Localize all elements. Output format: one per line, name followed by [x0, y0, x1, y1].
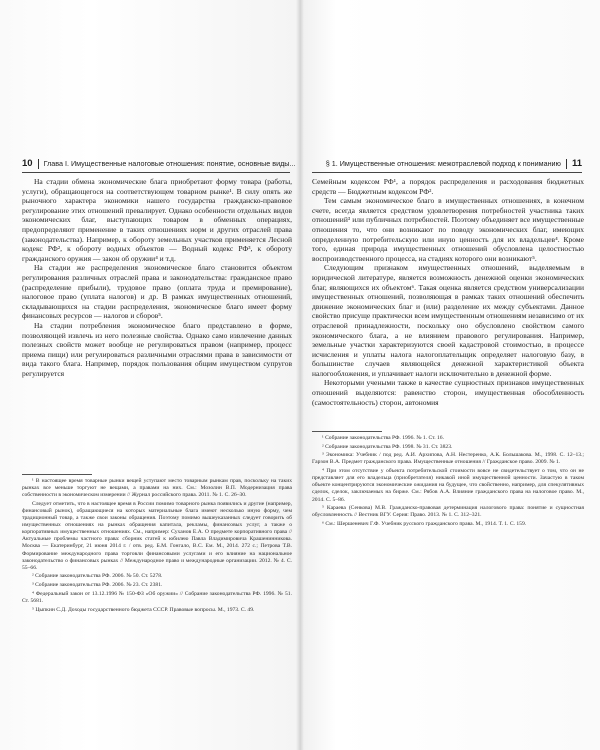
footnote: ² Собрание законодательства РФ. 1998. № 31. Ст. 3823. [322, 443, 453, 450]
footnote: ² Собрание законодательства РФ. 2006. № 50. Ст. 5278. [32, 573, 163, 580]
right-running-header [312, 157, 582, 173]
header-separator [566, 159, 567, 169]
footnote: ¹ В настоящее время товарные рынки вещей уступают место товарным рынкам прав, поскольку на таких рынках все меньше торгуют не вещами, а правами на них. См.: Мозолин В.П. Модернизация права собственности в экономическом измерении // Журнал российского права. 2011. № 1. С. 26–30. [22, 478, 292, 499]
footnote: ⁴ Федеральный закон от 13.12.1996 № 150-ФЗ «Об оружии» // Собрание законодательства РФ. 1996. № 51. Ст. 5681. [22, 590, 292, 604]
body-paragraph: На стадии же распределения экономическое благо становится объектом регулирования различных отраслей права и законодательства: гражданское право (распределение прибыли), трудовое право (оплата труда и премирование), налоговое право (уплата налогов) и др. В рамках имущественных отношений, складывающихся на стадии распределения, экономическое благо имеет форму финансовых ресурсов — налогов и сборов⁵. [22, 263, 292, 321]
body-paragraph: На стадии обмена экономические блага приобретают форму товара (работы, услуги), обращающегося на соответствующем товарном рынке¹. В силу опять же рыночного характера экономики нашего государства гражданско-правовое регулирование этих отношений превалирует. Однако особенности отдельных видов экономических благ, выступающих товаром в обменных операциях, предопределяют применение в таких отношениях норм и других отраслей права (законодательства). Например, к обороту земельных участков применяется Лесной кодекс РФ², к обороту водных объектов — Водный кодекс РФ³, к обороту гражданского оружия — закон об оружии⁴ и т.д. [22, 177, 292, 263]
footnote: ⁴ При этом отсутствие у объекта потребительской стоимости вовсе не свидетельствует о том, что он не представляет для его владельца (приобретателя) никакой иной имущественной ценности. Зачастую в таком объекте концентрируются экономические ожидания на будущее, что свойственно, например, для спекулятивных сделок, сделок, заключаемых на бирже. См.: Рябов А.А. Влияние гражданского права на налоговое право. М., 2014. С. 5–86. [312, 468, 584, 503]
footnote: ⁵ Караева (Сенкова) М.В. Гражданско-правовая детерминация налогового права: понятие и сущностная обусловленность // Вестник ВГУ. Серия: Право. 2013. № 1. С. 312–321. [312, 505, 584, 519]
book-gutter [296, 0, 304, 750]
left-running-header [22, 157, 296, 173]
right-page [300, 0, 600, 750]
footnote-rule [22, 474, 92, 475]
right-page-number: 11 [571, 158, 582, 169]
body-paragraph: Некоторыми учеными также в качестве сущностных признаков имущественных отношений выделяются: равенство сторон, имущественная обособленность (самостоятельность) сторон, автономия [312, 378, 584, 407]
chapter-title: Глава I. Имущественные налоговые отношения: понятие, основные виды... [43, 159, 296, 168]
body-paragraph: Семейным кодексом РФ¹, а порядок распределения и расходования бюджетных средств — Бюджетным кодексом РФ². [312, 177, 584, 196]
left-footnotes [22, 474, 292, 615]
left-body-text [22, 177, 292, 378]
right-footnotes [312, 431, 584, 530]
body-paragraph: Следующим признаком имущественных отношений, выделяемым в юридической литературе, является возможность денежной оценки экономических благ, являющихся их объектом⁶. Такая оценка является средством универсализации имущественных отношений, позволяющая в рамках таких отношений обеспечить движение экономических благ и (или) разделение их между субъектами. Данное свойство присуще практически всем имущественным отношениям независимо от их отраслевой принадлежности, поскольку оно обусловлено свойством самого экономического блага, а не влиянием правового регулирования. Например, земельные участки характеризуются своей кадастровой стоимостью, в процессе исчисления и уплаты налога налогоплательщик определяет налоговую базу, в большинстве случаев являющейся денежной характеристикой объекта налогообложения, и уплачивает налоги исключительно в денежной форме. [312, 263, 584, 378]
footnote: Следует отметить, что в настоящее время в России помимо товарного рынка появились и другие (например, финансовый рынок), обращающиеся на которых материальные блага имеют несколько иную форму, чем традиционный товар, а также свои законы обращения. Поэтому помимо вышеуказанных следует говорить об имущественных отношениях на рынках обращения капитала, рекламы, финансовых услуг, а также о корпоративных имущественных отношениях. См., например: Суханов Е.А. О предмете корпоративного права // Актуальные проблемы частного права: сборник статей к юбилею Павла Владимировича Крашенинникова. Москва — Екатеринбург, 21 июня 2014 г. / отв. ред. Б.М. Гонгало, В.С. Ем. М., 2014. 272 с.; Петрова Т.В. Формирование международного права торговли финансовыми услугами и его влияние на национальное законодательство о финансовых рынках // Международное право и международные организации. 2012. № 4. С. 55–66. [22, 500, 292, 571]
footnote-rule [312, 431, 382, 432]
footnote: ⁶ См.: Шершеневич Г.Ф. Учебник русского гражданского права. М., 1914. Т. 1. С. 159. [322, 521, 527, 527]
right-body-text [312, 177, 584, 407]
section-title: § 1. Имущественные отношения: межотраслевой подход к пониманию [325, 159, 561, 168]
footnote: ¹ Собрание законодательства РФ. 1996. № 1. Ст. 16. [322, 435, 444, 441]
footnote: ⁵ Цыпкин С.Д. Доходы государственного бюджета СССР. Правовые вопросы. М., 1973. С. 49. [32, 606, 255, 613]
footnote: ³ Собрание законодательства РФ. 2006. № 23. Ст. 2381. [32, 582, 163, 589]
left-page-number: 10 [22, 158, 33, 169]
footnote: ³ Экономика: Учебник / под ред. А.И. Архипова, А.Н. Нестеренко, А.К. Большакова. М., 1998. С. 12–13.; Гарзон В.А. Предмет гражданского права. Имущественные отношения // Гражданское право. 2009. № 1. [312, 452, 584, 466]
body-paragraph: На стадии потребления экономическое благо представлено в форме, позволяющей извлечь из него полезные свойства. Однако само извлечение данных полезных свойств может вообще не регулироваться правом (например, процесс приема пищи) или регулироваться различными отраслями права в зависимости от вида такого блага. Например, порядок пользования общим имуществом супругов регулируется [22, 320, 292, 378]
body-paragraph: Тем самым экономическое благо в имущественных отношениях, в конечном счете, всегда является средством удовлетворения потребностей участника таких отношений³ или публичных потребностей. Поэтому объединяет все имущественные отношения то, что они возникают по поводу экономических благ, имеющих определенную потребительскую или иную ценность для их владельцев⁴. Кроме того, единая природа имущественных отношений обусловлена целостностью воспроизводственного процесса, на стадиях которого они возникают⁵. [312, 196, 584, 263]
header-separator [38, 159, 39, 169]
